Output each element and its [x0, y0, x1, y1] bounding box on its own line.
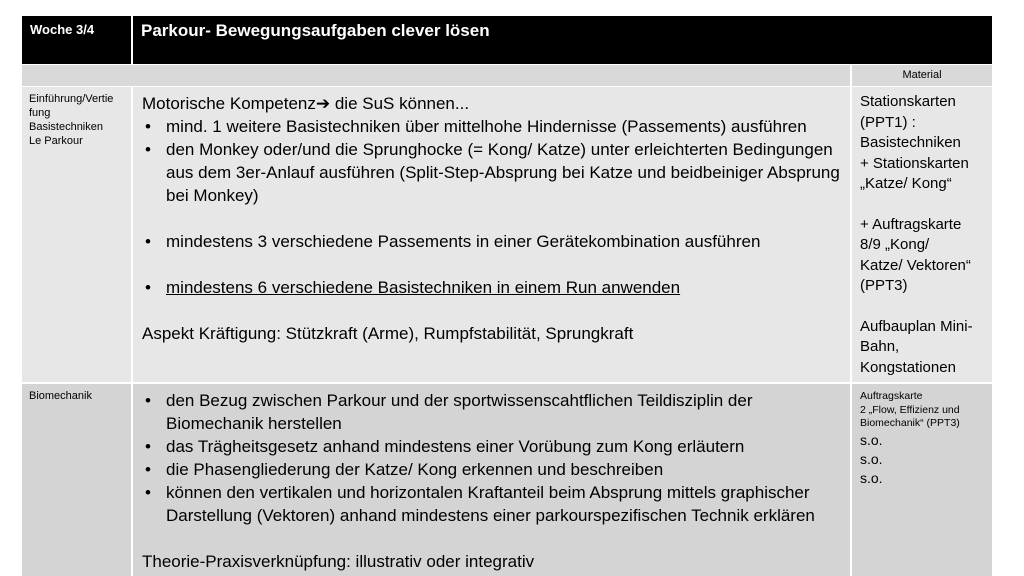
row1-aspect: Aspekt Kräftigung: Stützkraft (Arme), Rumpfstabilität, Sprungkraft — [142, 324, 634, 343]
material-small-line: Biomechanik“ (PPT3) — [860, 417, 960, 429]
list-item: • mindestens 3 verschiedene Passements in einer Gerätekombination ausführen — [142, 230, 841, 253]
row2-label-cell — [22, 384, 131, 576]
row1-label-line: Le Parkour — [29, 135, 83, 147]
row1-heading-pre: Motorische Kompetenz — [142, 94, 316, 113]
material-line: „Katze/ Kong“ — [860, 175, 952, 192]
list-item — [142, 276, 841, 299]
material-so-line: s.o. — [860, 431, 883, 448]
subheader-blank — [22, 65, 850, 86]
row2-material-cell — [852, 384, 992, 576]
material-small-line: Auftragskarte — [860, 390, 923, 402]
list-item: • das Trägheitsgesetz anhand mindestens einer Vorübung zum Kong erläutern — [142, 435, 841, 458]
row1-heading — [142, 92, 841, 115]
material-column-label: Material — [902, 69, 942, 81]
spacer — [142, 207, 841, 230]
arrow-right-icon: ➔ — [315, 94, 331, 113]
spacer — [860, 195, 984, 215]
row1-heading-post: die SuS können... — [330, 94, 470, 113]
material-line: + Stationskarten — [860, 154, 969, 172]
material-line: 8/9 „Kong/ — [860, 236, 930, 253]
material-line: Basistechniken — [860, 134, 961, 151]
row1-label-cell — [22, 87, 131, 382]
list-item: • die Phasengliederung der Katze/ Kong erkennen und beschreiben — [142, 458, 841, 481]
spacer — [860, 297, 984, 317]
header-week-cell — [22, 16, 131, 64]
material-so-line: s.o. — [860, 469, 883, 486]
material-so-line: s.o. — [860, 450, 883, 467]
list-item: • können den vertikalen und horizontalen Kraftanteil beim Absprung mittels graphischer Darstellung (Vektoren) anhand mindestens einer parkourspezifischen Technik erklären — [142, 481, 841, 527]
row1-bullet-list — [142, 230, 841, 253]
spacer — [142, 253, 841, 276]
material-line: + Auftragskarte — [860, 215, 962, 233]
header-title-cell — [133, 16, 992, 64]
material-line: (PPT1) : — [860, 113, 916, 131]
material-line: Aufbauplan Mini- — [860, 317, 973, 335]
row2-label: Biomechanik — [29, 390, 92, 402]
row2-bullet-list — [142, 389, 841, 527]
list-item: • mind. 1 weitere Basistechniken über mittelhohe Hindernisse (Passements) ausführen — [142, 115, 841, 138]
row1-label-line: Basistechniken — [29, 121, 103, 133]
material-line: Kongstationen — [860, 358, 956, 376]
list-item: • den Bezug zwischen Parkour und der sportwissenscahtflichen Teildisziplin der Biomechanik herstellen — [142, 389, 841, 435]
header-title: Parkour- Bewegungsaufgaben clever lösen — [141, 21, 490, 40]
row1-label-line: Einführung/Vertie — [29, 93, 114, 105]
list-item: • den Monkey oder/und die Sprunghocke (= Kong/ Katze) unter erleichterten Bedingungen aus dem 3er-Anlauf ausführen (Split-Step-Absprung bei Katze und beidbeiniger Absprung bei Monkey) — [142, 138, 841, 207]
spacer — [142, 299, 841, 322]
row2-theory: Theorie-Praxisverknüpfung: illustrativ oder integrativ — [142, 552, 535, 571]
underlined-goal: mindestens 6 verschiedene Basistechniken in einem Run anwenden — [166, 278, 681, 297]
subheader-material-cell — [852, 65, 992, 86]
row1-content-cell — [133, 87, 850, 382]
row1-bullet-list — [142, 115, 841, 207]
spacer — [142, 527, 841, 550]
row1-label-line: fung — [29, 107, 51, 119]
row1-material-cell — [852, 87, 992, 382]
row1-bullet-list — [142, 276, 841, 299]
material-line: Bahn, — [860, 338, 900, 355]
material-line: Stationskarten — [860, 93, 956, 110]
material-line: (PPT3) — [860, 277, 908, 294]
material-line: Katze/ Vektoren“ — [860, 256, 971, 274]
header-week: Woche 3/4 — [30, 22, 95, 37]
material-small-line: 2 „Flow, Effizienz und — [860, 403, 960, 416]
row2-content-cell — [133, 384, 850, 576]
